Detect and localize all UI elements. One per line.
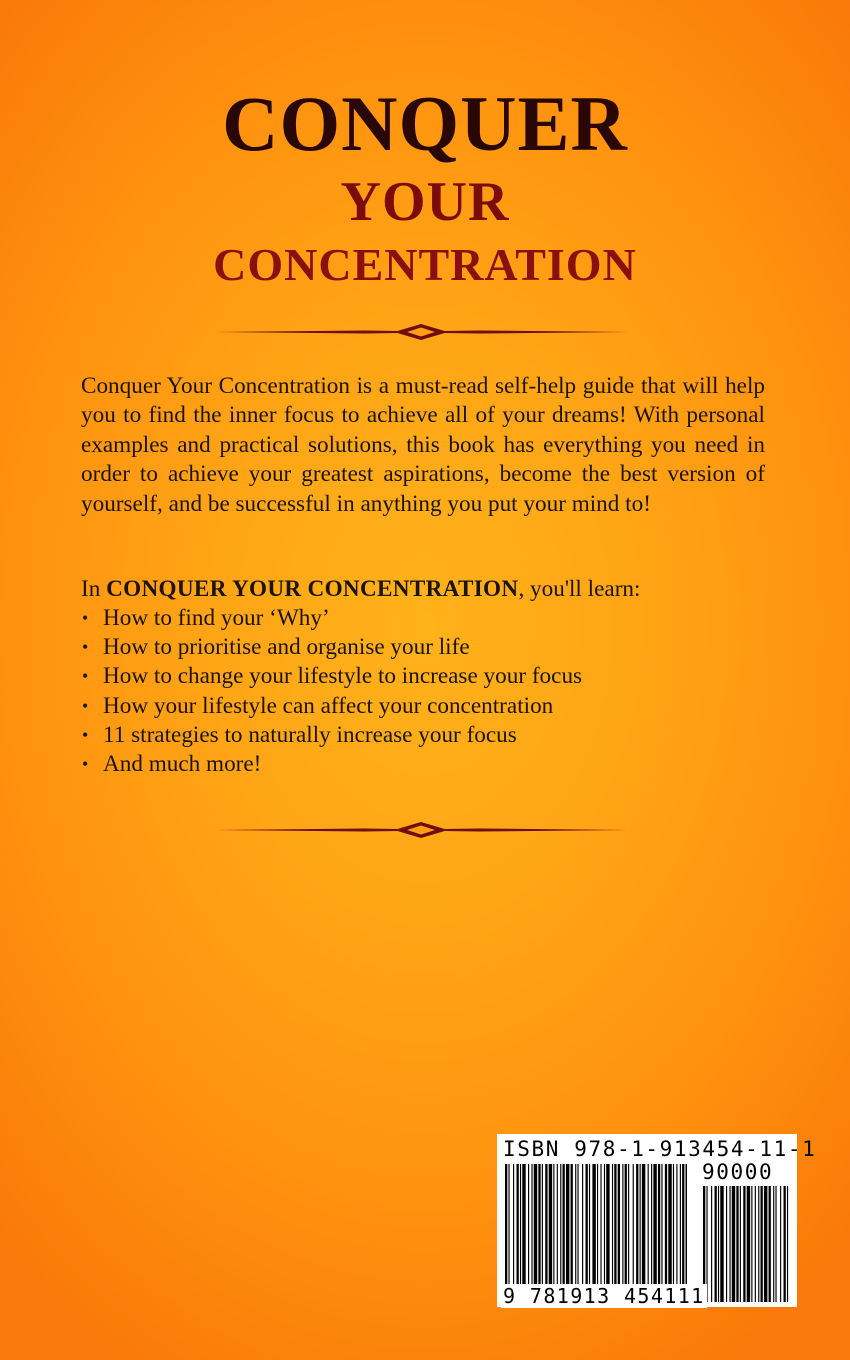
barcode-bar [755,1186,756,1302]
barcode-bar [517,1164,519,1302]
barcode-bar [758,1186,759,1302]
list-item: • How your lifestyle can affect your concentration [81,692,781,721]
title-line-concentration: CONCENTRATION [213,239,637,290]
barcode-bar [571,1164,573,1302]
barcode-bar [769,1186,771,1302]
barcode-bar [715,1186,717,1302]
list-item: • How to change your lifestyle to increase your focus [81,662,781,691]
barcode-bar [747,1186,750,1302]
barcode-bar [780,1186,781,1302]
ean13-bars [505,1164,687,1302]
barcode-bar [553,1164,554,1302]
title-line-your: YOUR [340,171,510,233]
barcode-bar [686,1164,687,1302]
title-line-conquer: CONQUER [222,80,628,167]
ornamental-divider-bottom [214,819,628,841]
barcode-bar [648,1164,649,1302]
barcode-bar [661,1164,662,1302]
barcode-bar [542,1164,543,1302]
barcode-bar [784,1186,786,1302]
barcode-bar [636,1164,638,1302]
list-item: • How to prioritise and organise your life [81,633,781,662]
list-item: • How to find your ‘Why’ [81,604,781,633]
barcode-bar [761,1186,763,1302]
list-item: • 11 strategies to naturally increase your focus [81,721,781,750]
barcode-bar [505,1164,507,1302]
barcode-bar [589,1164,590,1302]
barcode-bar [732,1186,735,1302]
barcode-bar [682,1164,684,1302]
learn-intro-prefix: In [81,576,107,602]
barcode-bar [743,1186,745,1302]
barcode-bar [592,1164,595,1302]
barcode-bar [642,1164,645,1302]
barcode-bar [534,1164,537,1302]
book-description: Conquer Your Concentration is a must-read self-help guide that will help you to find the inner focus to achieve all of your dreams! With personal examples and practical solutions, this book has everything you need in order to achieve your greatest aspirations, become the best version of yourself, and be successful in anything you put your mind to! [81,373,765,517]
barcode-bar [787,1186,788,1302]
barcode-bar [729,1186,730,1302]
barcode-bar [633,1164,634,1302]
barcode-bar [557,1164,558,1302]
learn-intro [81,575,781,604]
barcode-bar [651,1164,652,1302]
barcode-bar [640,1164,641,1302]
barcode-bar [673,1164,674,1302]
barcode-bar [668,1164,671,1302]
barcode-bar [563,1164,565,1302]
barcode-bar [628,1164,629,1302]
barcode-bar [612,1164,613,1302]
price-addon-bars [703,1186,788,1302]
barcode-bar [773,1186,774,1302]
barcode-bar [528,1164,529,1302]
barcode-bar [586,1164,588,1302]
barcode-bar [513,1164,514,1302]
barcode-bar [545,1164,547,1302]
barcode-bar [577,1164,578,1302]
barcode-bar [582,1164,583,1302]
barcode-bar [740,1186,741,1302]
barcode-bar [531,1164,532,1302]
barcode-panel [497,1134,817,1308]
barcode-bar [520,1164,521,1302]
barcode-bar [600,1164,601,1302]
learn-intro-suffix: , you'll learn: [518,576,641,602]
barcode-bar [614,1164,616,1302]
barcode-bar [726,1186,727,1302]
barcode-bar [720,1186,723,1302]
barcode-bar [680,1164,681,1302]
barcode-bar [676,1164,677,1302]
barcode-bar [718,1186,719,1302]
ornamental-divider-top [214,321,628,343]
barcode-bar [522,1164,525,1302]
barcode-bar [658,1164,660,1302]
barcode-bar [751,1186,752,1302]
barcode-bar [622,1164,623,1302]
barcode-bar [665,1164,667,1302]
barcode-bar [549,1164,552,1302]
barcode-bar [566,1164,569,1302]
barcode-bar [764,1186,767,1302]
learn-intro-book-title: CONQUER YOUR CONCENTRATION [106,576,519,602]
barcode-bar [575,1164,576,1302]
price-code: 90000 [702,1160,774,1184]
isbn-label: ISBN 978-1-913454-11-1 [503,1137,817,1161]
barcode-bar [618,1164,620,1302]
barcode-bar [597,1164,598,1302]
barcode-bar [775,1186,776,1302]
barcode-bar [711,1186,712,1302]
list-item: • And much more! [81,750,781,779]
barcode-bar [560,1164,561,1302]
barcode-bar [606,1164,609,1302]
barcode-bar [538,1164,540,1302]
learn-bullet-list [81,604,781,779]
barcode-bar [604,1164,605,1302]
barcode-bar [625,1164,627,1302]
barcode-bar [736,1186,738,1302]
barcode-bar [508,1164,509,1302]
barcode-digits: 9 781913 454111 [503,1284,705,1308]
barcode-bar [653,1164,656,1302]
